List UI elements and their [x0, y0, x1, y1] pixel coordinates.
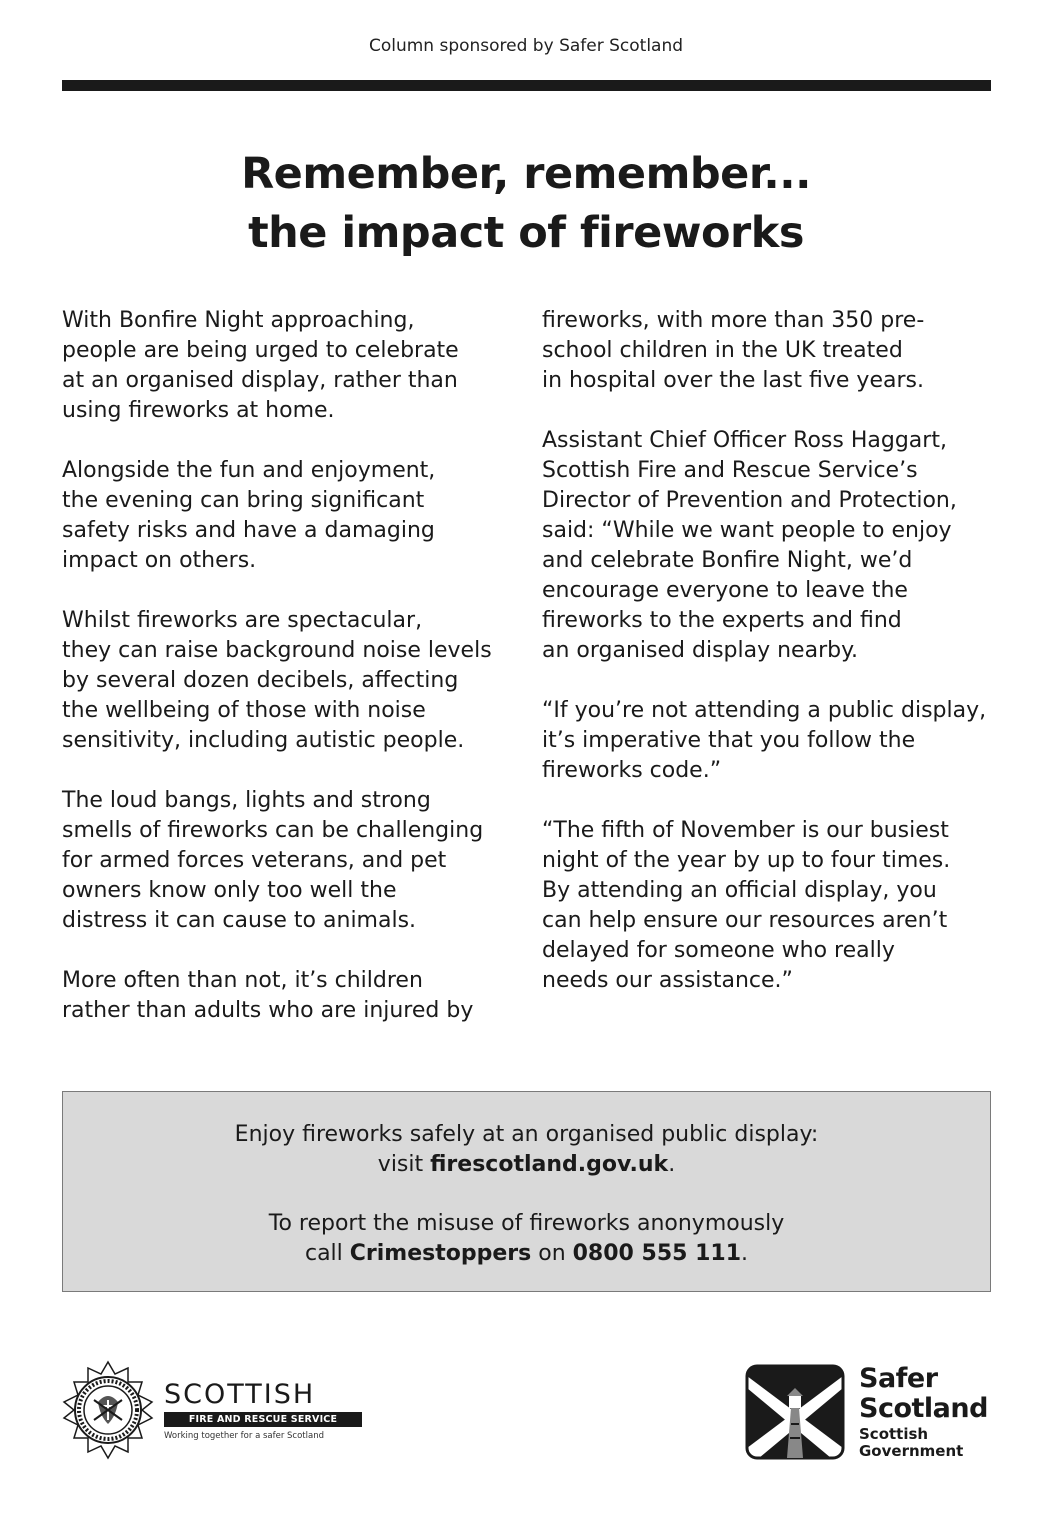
paragraph-line: sensitivity, including autistic people. [62, 728, 465, 753]
paragraph [62, 966, 512, 1026]
paragraph-line: and celebrate Bonfire Night, we’d [542, 548, 913, 573]
sfrs-tagline: Working together for a safer Scotland [164, 1431, 324, 1441]
paragraph [62, 306, 512, 426]
safer-scotland-line-2: Scotland [859, 1393, 988, 1424]
callout-box [62, 1091, 991, 1292]
call-prefix: call [304, 1241, 350, 1266]
callout-display-info [63, 1120, 990, 1180]
paragraph-line: More often than not, it’s children [62, 968, 423, 993]
paragraph-line: Director of Prevention and Protection, [542, 488, 957, 513]
paragraph-line: encourage everyone to leave the [542, 578, 908, 603]
paragraph-line: distress it can cause to animals. [62, 908, 417, 933]
right-column [542, 306, 1002, 1026]
callout-line: To report the misuse of fireworks anonymously [268, 1211, 785, 1236]
paragraph-line: needs our assistance.” [542, 968, 793, 993]
visit-prefix: visit [377, 1152, 431, 1177]
paragraph-line: for armed forces veterans, and pet [62, 848, 447, 873]
paragraph [62, 606, 512, 756]
sponsor-line: Column sponsored by Safer Scotland [368, 36, 684, 56]
website-link[interactable]: firescotland.gov.uk [430, 1152, 669, 1177]
paragraph-line: delayed for someone who really [542, 938, 895, 963]
visit-suffix: . [668, 1152, 676, 1177]
paragraph-line: Alongside the fun and enjoyment, [62, 458, 436, 483]
headline [0, 145, 1052, 263]
sfrs-emblem-icon [58, 1360, 158, 1460]
paragraph-line: in hospital over the last five years. [542, 368, 924, 393]
safer-scotland-lighthouse-icon [745, 1364, 845, 1460]
paragraph-line: fireworks, with more than 350 pre- [542, 308, 925, 333]
paragraph-line: the wellbeing of those with noise [62, 698, 426, 723]
paragraph-line: school children in the UK treated [542, 338, 903, 363]
paragraph-line: said: “While we want people to enjoy [542, 518, 952, 543]
headline-line-2: the impact of fireworks [248, 208, 804, 258]
paragraph-line: people are being urged to celebrate [62, 338, 459, 363]
paragraph-line: they can raise background noise levels [62, 638, 492, 663]
paragraph [62, 786, 512, 936]
paragraph-line: “If you’re not attending a public display, [542, 698, 987, 723]
paragraph [542, 696, 1002, 786]
on-text: on [531, 1241, 573, 1266]
scottish-government-line-1: Scottish [859, 1425, 929, 1443]
safer-scotland-logo [745, 1364, 995, 1460]
paragraph-line: the evening can bring significant [62, 488, 425, 513]
paragraph [542, 426, 1002, 666]
safer-scotland-line-1: Safer [859, 1363, 938, 1394]
paragraph-line: impact on others. [62, 548, 257, 573]
call-suffix: . [741, 1241, 749, 1266]
paragraph-line: Whilst fireworks are spectacular, [62, 608, 423, 633]
sfrs-logo [58, 1360, 338, 1460]
callout-visit-line [63, 1150, 990, 1180]
paragraph-line: owners know only too well the [62, 878, 397, 903]
paragraph-line: using fireworks at home. [62, 398, 335, 423]
paragraph-line: it’s imperative that you follow the [542, 728, 916, 753]
paragraph-line: night of the year by up to four times. [542, 848, 951, 873]
paragraph-line: With Bonfire Night approaching, [62, 308, 415, 333]
callout-line: Enjoy fireworks safely at an organised public display: [234, 1122, 819, 1147]
callout-report-info [63, 1209, 990, 1269]
paragraph-line: an organised display nearby. [542, 638, 858, 663]
left-column [62, 306, 512, 1056]
paragraph-line: fireworks to the experts and find [542, 608, 902, 633]
paragraph-line: rather than adults who are injured by [62, 998, 474, 1023]
paragraph-line: safety risks and have a damaging [62, 518, 435, 543]
paragraph-line: at an organised display, rather than [62, 368, 458, 393]
paragraph-line: “The fifth of November is our busiest [542, 818, 949, 843]
paragraph-line: By attending an official display, you [542, 878, 937, 903]
paragraph-line: smells of fireworks can be challenging [62, 818, 484, 843]
paragraph [62, 456, 512, 576]
paragraph-line: The loud bangs, lights and strong [62, 788, 431, 813]
headline-line-1: Remember, remember... [241, 149, 811, 199]
sfrs-wordmark: SCOTTISH [164, 1379, 316, 1410]
paragraph-line: Assistant Chief Officer Ross Haggart, [542, 428, 947, 453]
paragraph-line: Scottish Fire and Rescue Service’s [542, 458, 918, 483]
header-rule [62, 80, 991, 91]
scottish-government-line-2: Government [859, 1442, 964, 1460]
paragraph-line: fireworks code.” [542, 758, 722, 783]
paragraph [542, 816, 1002, 996]
paragraph [542, 306, 1002, 396]
callout-call-line [63, 1239, 990, 1269]
phone-number[interactable]: 0800 555 111 [572, 1241, 742, 1266]
sfrs-bar-text: FIRE AND RESCUE SERVICE [164, 1412, 362, 1427]
paragraph-line: by several dozen decibels, affecting [62, 668, 459, 693]
paragraph-line: can help ensure our resources aren’t [542, 908, 948, 933]
crimestoppers-name: Crimestoppers [349, 1241, 532, 1266]
